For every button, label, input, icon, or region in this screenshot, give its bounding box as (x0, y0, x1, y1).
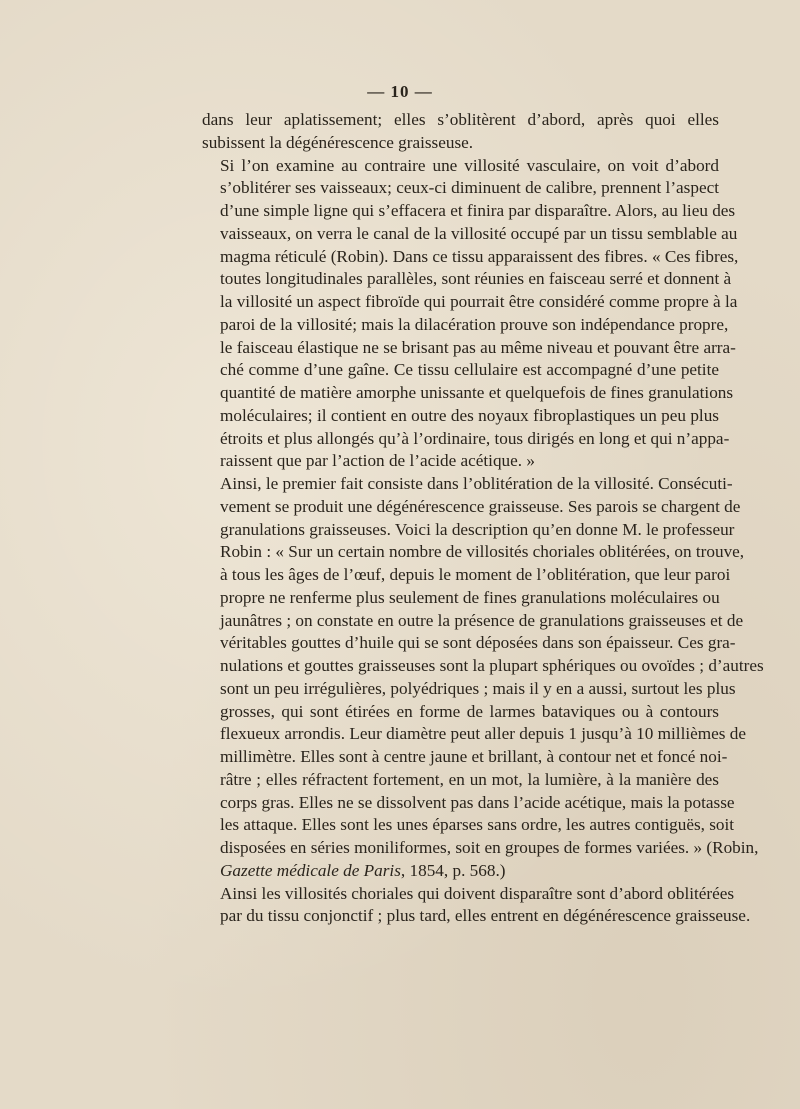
text-line: magma réticulé (Robin). Dans ce tissu apparaissent des fibres. « Ces fibres, (220, 246, 739, 266)
text-line: granulations graisseuses. Voici la description qu’en donne M. le professeur (220, 519, 735, 539)
page-number: — 10 — (367, 82, 433, 101)
text-line: Robin : « Sur un certain nombre de villosités choriales oblitérées, on trouve, (220, 542, 745, 562)
text-line: propre ne renferme plus seulement de fines granulations moléculaires ou (220, 587, 720, 607)
text-line: millimètre. Elles sont à centre jaune et brillant, à contour net et foncé noi- (220, 747, 728, 766)
text-line: paroi de la villosité; mais la dilacération prouve son indépendance propre, (220, 314, 729, 334)
text-line: vaisseaux, on verra le canal de la villosité occupé par un tissu semblable au (220, 223, 738, 243)
journal-title: Gazette médicale de Paris (220, 860, 401, 880)
text-line: le faisceau élastique ne se brisant pas au même niveau et pouvant être arra- (220, 337, 736, 357)
text-line: toutes longitudinales parallèles, sont réunies en faisceau serré et donnent à (220, 269, 732, 289)
text-line: dans leur aplatissement; elles s’oblitèrent d’abord, après quoi elles (202, 110, 719, 129)
text-line: Ainsi, le premier fait consiste dans l’oblitération de la villosité. Consécuti- (220, 474, 733, 493)
paragraph (202, 883, 751, 929)
text-line: les attaque. Elles sont les unes éparses sans ordre, les autres contiguës, soit (220, 815, 735, 835)
text-line: par du tissu conjonctif ; plus tard, elles entrent en dégénérescence graisseuse. (220, 906, 751, 926)
text-line: disposées en séries moniliformes, soit en groupes de formes variées. » (Robin, (220, 838, 759, 857)
text-line: raissent que par l’action de l’acide acétique. » (220, 451, 535, 471)
text-line: sont un peu irrégulières, polyédriques ; mais il y en a aussi, surtout les plus (220, 678, 736, 698)
text-line: quantité de matière amorphe unissante et quelquefois de fines granulations (220, 383, 734, 402)
text-line: corps gras. Elles ne se dissolvent pas dans l’acide acétique, mais la potasse (220, 792, 735, 812)
text-line: véritables gouttes d’huile qui se sont déposées dans son épaisseur. Ces gra- (220, 633, 736, 653)
text-line: moléculaires; il contient en outre des noyaux fibroplastiques un peu plus (220, 405, 719, 425)
text-line: flexueux arrondis. Leur diamètre peut aller depuis 1 jusqu’à 10 millièmes de (220, 724, 746, 744)
paragraph (202, 155, 739, 474)
paragraph (202, 109, 719, 155)
text-line: subissent la dégénérescence graisseuse. (202, 132, 474, 152)
text-line: grosses, qui sont étirées en forme de larmes bataviques ou à contours (220, 701, 719, 721)
text-line: s’oblitérer ses vaisseaux; ceux-ci diminuent de calibre, prennent l’aspect (220, 178, 719, 198)
text-line: nulations et gouttes graisseuses sont la plupart sphériques ou ovoïdes ; d’autres (220, 656, 764, 675)
text-line: vement se produit une dégénérescence graisseuse. Ses parois se chargent de (220, 496, 741, 516)
citation-details: , 1854, p. 568.) (400, 860, 506, 880)
citation-line (202, 860, 719, 883)
text-line: Ainsi les villosités choriales qui doivent disparaître sont d’abord oblitérées (220, 883, 735, 903)
text-line: râtre ; elles réfractent fortement, en un mot, la lumière, à la manière des (220, 769, 719, 789)
text-line: à tous les âges de l’œuf, depuis le moment de l’oblitération, que leur paroi (220, 565, 731, 584)
body-text (202, 109, 764, 928)
text-line: d’une simple ligne qui s’effacera et finira par disparaître. Alors, au lieu des (220, 201, 736, 220)
paragraph (202, 473, 764, 883)
text-line: étroits et plus allongés qu’à l’ordinaire, tous dirigés en long et qui n’appa- (220, 428, 730, 448)
text-line: la villosité un aspect fibroïde qui pourrait être considéré comme propre à la (220, 292, 738, 311)
text-line: ché comme d’une gaîne. Ce tissu cellulaire est accompagné d’une petite (220, 360, 719, 380)
text-line: Si l’on examine au contraire une villosité vasculaire, on voit d’abord (220, 155, 719, 175)
text-line: jaunâtres ; on constate en outre la présence de granulations graisseuses et de (220, 610, 744, 630)
